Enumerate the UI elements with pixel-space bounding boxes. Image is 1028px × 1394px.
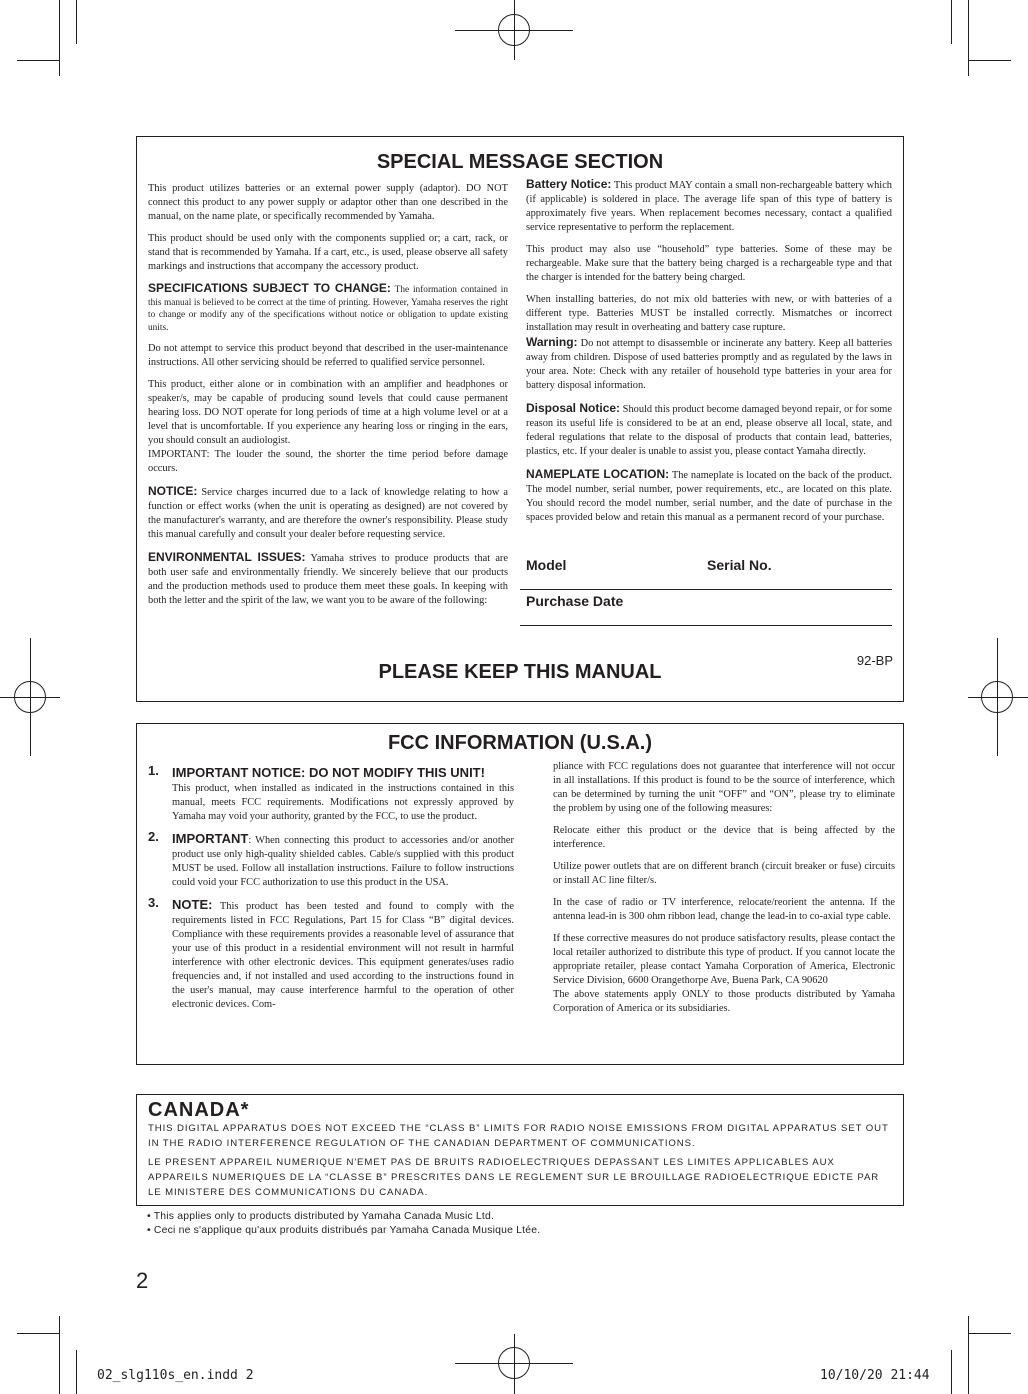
model-serial-rule [520,589,892,590]
disposal-paragraph: Disposal Notice: Should this product become damaged beyond repair, or for some reason its useful life is considered to be at an end, please observe all local, state, and federal regulations that relate to the disposal of products that contain lead, batteries, plastics, etc. If your dealer is unable to assist you, please contact Yamaha directly. [526,401,892,457]
fcc-item-1-heading: IMPORTANT NOTICE: DO NOT MODIFY THIS UNIT! [172,765,485,780]
canada-french-statement: LE PRESENT APPAREIL NUMERIQUE N'EMET PAS DE BRUITS RADIOELECTRIQUES DEPASSANT LES LIMITES APPLICABLES AUX APPAREILS NUMERIQUES DE LA “CLASSE B” PRESCRITES DANS LE REGLEMENT SUR LE BROUILLAGE RADIOELECTRIQUE EDICTE PAR LE MINISTERE DES COMMUNICATIONS DU CANADA. [148,1157,880,1198]
slug-filename: 02_slg110s_en.indd 2 [97,1368,254,1383]
canada-section [136,1094,904,1206]
model-label: Model [526,557,567,573]
fcc-outlets-paragraph: Utilize power outlets that are on different branch (circuit breaker or fuse) circuits or install AC line filter/s. [553,861,895,886]
serial-number-label: Serial No. [707,557,772,573]
fcc-title: FCC INFORMATION (U.S.A.) [387,732,653,754]
notice-paragraph: NOTICE: Service charges incurred due to a lack of knowledge relating to how a function or effect works (when the unit is operating as designed) are not covered by the manufacturer's warranty, and are therefore the owner's responsibility. Please study this manual carefully and consult your dealer before requesting service. [148,484,508,540]
power-supply-paragraph: This product utilizes batteries or an external power supply (adaptor). DO NOT connect this product to any power supply or adaptor other than one described in the manual, on the name plate, or specifically recommended by Yamaha. [148,183,508,222]
disposal-heading: Disposal Notice: [526,401,621,415]
warning-paragraph: Warning: Do not attempt to disassemble or incinerate any battery. Keep all batteries away from children. Dispose of used batteries promptly and as regulated by the laws in your area. Note: Check with any retailer of household type batteries in your area for battery disposal information. [526,335,892,391]
specifications-heading: SPECIFICATIONS SUBJECT TO CHANGE: [148,281,391,295]
page-number: 2 [136,1268,149,1293]
battery-notice-heading: Battery Notice: [526,177,612,191]
service-paragraph: Do not attempt to service this product beyond that described in the user-maintenance instructions. All other servicing should be referred to qualified service personnel. [148,343,508,368]
fcc-left-column [148,764,514,1018]
environmental-paragraph: ENVIRONMENTAL ISSUES: Yamaha strives to produce products that are both user safe and environmentally friendly. We sincerely believe that our products and the production methods used to produce them meet these goals. In keeping with both the letter and the spirit of the law, we want you to be aware of the following: [148,550,508,606]
purchase-date-label: Purchase Date [526,593,624,609]
fcc-item-1: 1. IMPORTANT NOTICE: DO NOT MODIFY THIS UNIT! This product, when installed as indicated in the instructions contained in this manual, meets FCC requirements. Modifications not expressly approved by Yamaha may void your authority, granted by the FCC, to use the product. [148,763,514,822]
fcc-contact-paragraph: If these corrective measures do not produce satisfactory results, please contact the local retailer authorized to distribute this type of product. If you cannot locate the appropriate retailer, please contact Yamaha Corporation of America, Electronic Service Division, 6600 Orangethorpe Ave, Buena Park, CA 90620 [553,933,895,986]
install-battery-paragraph: When installing batteries, do not mix old batteries with new, or with batteries of a different type. Batteries MUST be installed correctly. Mismatches or incorrect installation may result in overheating and battery case rupture. [526,294,892,333]
special-message-title: SPECIAL MESSAGE SECTION [376,151,664,173]
hearing-paragraph: This product, either alone or in combination with an amplifier and headphones or speaker/s, may be capable of producing sound levels that could cause permanent hearing loss. DO NOT operate for long periods of time at a high volume level or at a level that is uncomfortable. If you experience any hearing loss or ringing in the ears, you should consult an audiologist. [148,379,508,446]
household-battery-paragraph: This product may also use “household” type batteries. Some of these may be rechargeable. Make sure that the battery being charged is a rechargeable type and that the charger is intended for the battery being charged. [526,244,892,283]
cart-stand-paragraph: This product should be used only with the components supplied or; a cart, rack, or stand that is recommended by Yamaha. If a cart, etc., is used, please observe all safety markings and instructions that accompany the accessory product. [148,233,508,272]
purchase-date-rule [520,625,892,626]
canada-title: CANADA* [148,1099,250,1121]
battery-notice-paragraph: Battery Notice: This product MAY contain a small non-rechargeable battery which (if applicable) is soldered in place. The average life span of this type of battery is approximately five years. When replacement becomes necessary, contact a qualified service representative to perform the replacement. [526,177,892,233]
fcc-right-column [553,760,895,1024]
canada-note-french: • Ceci ne s'applique qu'aux produits distribués par Yamaha Canada Musique Ltée. [147,1225,541,1236]
notice-heading: NOTICE: [148,484,198,498]
form-code: 92-BP [856,653,893,668]
special-left-column [148,182,508,616]
fcc-compliance-paragraph: pliance with FCC regulations does not guarantee that interference will not occur in all installations. If this product is found to be the source of interference, which can be determined by turning the unit “OFF” and “ON”, please try to eliminate the problem by using one of the following measures: [553,761,895,814]
slug-timestamp: 10/10/20 21:44 [820,1368,930,1383]
fcc-scope-paragraph: The above statements apply ONLY to those products distributed by Yamaha Corporation of America or its subsidiaries. [553,989,895,1014]
fcc-item-2-heading: IMPORTANT [172,831,249,846]
nameplate-heading: NAMEPLATE LOCATION: [526,467,670,481]
fcc-information-section [136,723,904,1065]
warning-heading: Warning: [526,335,578,349]
environmental-heading: ENVIRONMENTAL ISSUES: [148,550,306,564]
special-message-section [136,136,904,702]
canada-note-english: • This applies only to products distributed by Yamaha Canada Music Ltd. [147,1211,495,1222]
keep-manual-title: PLEASE KEEP THIS MANUAL [378,661,662,683]
fcc-item-3-heading: NOTE: [172,897,213,912]
fcc-item-2: 2. IMPORTANT: When connecting this product to accessories and/or another product use only high-quality shielded cables. Cable/s supplied with this product MUST be used. Follow all installation instructions. Failure to follow instructions could void your FCC authorization to use this product in the USA. [148,829,514,888]
nameplate-paragraph: NAMEPLATE LOCATION: The nameplate is located on the back of the product. The model number, serial number, power requirements, etc., are located on this plate. You should record the model number, serial number, and the date of purchase in the spaces provided below and retain this manual as a permanent record of your purchase. [526,467,893,523]
specifications-paragraph: SPECIFICATIONS SUBJECT TO CHANGE: The information contained in this manual is believed to be correct at the time of printing. However, Yamaha reserves the right to change or modify any of the specifications without notice or obligation to update existing units. [148,281,508,333]
canada-english-statement: THIS DIGITAL APPARATUS DOES NOT EXCEED THE “CLASS B” LIMITS FOR RADIO NOISE EMISSIONS FROM DIGITAL APPARATUS SET OUT IN THE RADIO INTERFERENCE REGULATION OF THE CANADIAN DEPARTMENT OF COMMUNICATIONS. [148,1123,889,1149]
fcc-relocate-paragraph: Relocate either this product or the device that is being affected by the interference. [553,825,895,850]
fcc-item-3: 3. NOTE: This product has been tested and found to comply with the requirements listed in FCC Regulations, Part 15 for Class “B” digital devices. Compliance with these requirements provides a reasonable level of assurance that your use of this product in a residential environment will not result in harmful interference with other electronic devices. This equipment generates/uses radio frequencies and, if not installed and used according to the instructions found in the user's manual, may cause interference harmful to the operation of other electronic devices. Com- [148,895,514,1010]
important-louder-paragraph: IMPORTANT: The louder the sound, the shorter the time period before damage occurs. [148,449,508,474]
fcc-antenna-paragraph: In the case of radio or TV interference, relocate/reorient the antenna. If the antenna lead-in is 300 ohm ribbon lead, change the lead-in to co-axial type cable. [553,897,895,922]
special-right-column [526,177,892,533]
